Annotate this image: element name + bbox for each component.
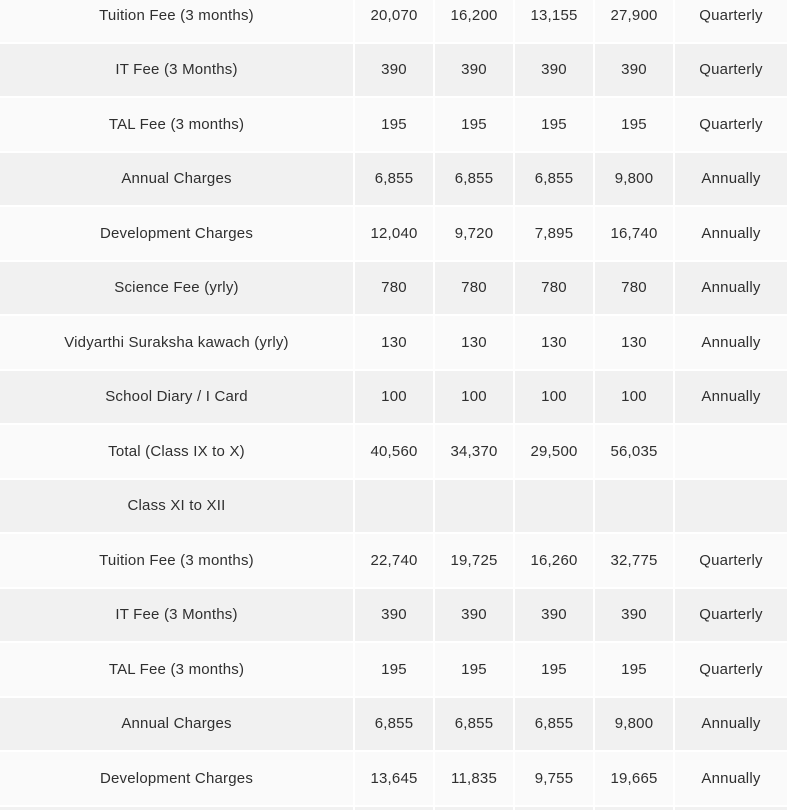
fee-value-cell-1: 20,070 — [355, 0, 435, 44]
fee-name-cell: School Diary / I Card — [0, 371, 355, 426]
fee-value-cell-1: 100 — [355, 371, 435, 426]
fee-value-cell-3: 29,500 — [515, 425, 595, 480]
fee-value-cell-1: 6,855 — [355, 698, 435, 753]
fee-value-cell-4: 32,775 — [595, 534, 675, 589]
fee-frequency-cell: Annually — [675, 153, 787, 208]
fee-value-cell-4: 390 — [595, 589, 675, 644]
fee-value-cell-2: 195 — [435, 98, 515, 153]
fee-value-cell-1: 390 — [355, 589, 435, 644]
fee-value-cell-4: 195 — [595, 98, 675, 153]
table-row — [0, 480, 787, 535]
fee-value-cell-2: 780 — [435, 262, 515, 317]
fee-value-cell-3: 6,855 — [515, 698, 595, 753]
fee-name-cell: Tuition Fee (3 months) — [0, 0, 355, 44]
table-row-partial — [0, 807, 787, 810]
fee-frequency-cell: Quarterly — [675, 0, 787, 44]
fee-name-cell: Annual Charges — [0, 698, 355, 753]
fee-value-cell-3: 100 — [515, 371, 595, 426]
fee-frequency-cell: Annually — [675, 207, 787, 262]
fee-frequency-cell — [675, 425, 787, 480]
fee-value-cell-2: 6,855 — [435, 153, 515, 208]
fee-value-cell-2 — [435, 480, 515, 535]
fee-value-cell-2: 9,720 — [435, 207, 515, 262]
fee-value-cell-2: 34,370 — [435, 425, 515, 480]
table-row — [0, 262, 787, 317]
table-row — [0, 589, 787, 644]
table-row — [0, 752, 787, 807]
fee-value-cell-1: 195 — [355, 98, 435, 153]
table-row — [0, 44, 787, 99]
fee-name-cell — [0, 807, 355, 810]
fee-value-cell-4: 19,665 — [595, 752, 675, 807]
fee-name-cell: IT Fee (3 Months) — [0, 589, 355, 644]
table-row — [0, 207, 787, 262]
fee-value-cell-1: 390 — [355, 44, 435, 99]
fee-value-cell-2: 130 — [435, 316, 515, 371]
fee-value-cell-1: 6,855 — [355, 153, 435, 208]
fee-value-cell-1: 195 — [355, 643, 435, 698]
fee-value-cell-3: 7,895 — [515, 207, 595, 262]
fee-value-cell-4 — [595, 807, 675, 810]
fee-value-cell-2: 100 — [435, 371, 515, 426]
fee-name-cell: TAL Fee (3 months) — [0, 98, 355, 153]
fee-frequency-cell: Annually — [675, 316, 787, 371]
fee-value-cell-4: 27,900 — [595, 0, 675, 44]
fee-frequency-cell: Quarterly — [675, 589, 787, 644]
fee-value-cell-3: 9,755 — [515, 752, 595, 807]
fee-value-cell-3 — [515, 480, 595, 535]
fee-frequency-cell: Quarterly — [675, 44, 787, 99]
fee-value-cell-3: 195 — [515, 643, 595, 698]
fee-value-cell-4: 16,740 — [595, 207, 675, 262]
fee-frequency-cell — [675, 480, 787, 535]
fee-value-cell-2 — [435, 807, 515, 810]
fee-value-cell-3: 13,155 — [515, 0, 595, 44]
fee-frequency-cell: Quarterly — [675, 98, 787, 153]
fee-value-cell-3: 16,260 — [515, 534, 595, 589]
fee-value-cell-4: 130 — [595, 316, 675, 371]
fee-value-cell-3: 390 — [515, 589, 595, 644]
fee-value-cell-4: 56,035 — [595, 425, 675, 480]
fee-value-cell-4: 100 — [595, 371, 675, 426]
fee-frequency-cell — [675, 807, 787, 810]
table-row — [0, 316, 787, 371]
fee-value-cell-2: 6,855 — [435, 698, 515, 753]
table-row — [0, 371, 787, 426]
fee-value-cell-2: 16,200 — [435, 0, 515, 44]
fee-frequency-cell: Quarterly — [675, 643, 787, 698]
fee-value-cell-4: 9,800 — [595, 698, 675, 753]
fee-name-cell: IT Fee (3 Months) — [0, 44, 355, 99]
fee-value-cell-4: 390 — [595, 44, 675, 99]
fee-name-cell: TAL Fee (3 months) — [0, 643, 355, 698]
fee-value-cell-2: 11,835 — [435, 752, 515, 807]
fee-name-cell: Class XI to XII — [0, 480, 355, 535]
fee-name-cell: Annual Charges — [0, 153, 355, 208]
fee-name-cell: Development Charges — [0, 752, 355, 807]
fee-value-cell-3: 6,855 — [515, 153, 595, 208]
fee-value-cell-3: 780 — [515, 262, 595, 317]
fee-value-cell-2: 390 — [435, 44, 515, 99]
fee-frequency-cell: Annually — [675, 371, 787, 426]
fee-value-cell-3: 130 — [515, 316, 595, 371]
fee-value-cell-1: 22,740 — [355, 534, 435, 589]
fee-value-cell-3 — [515, 807, 595, 810]
fee-name-cell: Total (Class IX to X) — [0, 425, 355, 480]
fee-frequency-cell: Quarterly — [675, 534, 787, 589]
table-row — [0, 425, 787, 480]
fee-value-cell-1: 130 — [355, 316, 435, 371]
fee-value-cell-4: 195 — [595, 643, 675, 698]
table-row — [0, 98, 787, 153]
fee-name-cell: Vidyarthi Suraksha kawach (yrly) — [0, 316, 355, 371]
fee-value-cell-1: 780 — [355, 262, 435, 317]
fee-value-cell-1 — [355, 807, 435, 810]
table-row — [0, 698, 787, 753]
fee-value-cell-1 — [355, 480, 435, 535]
fee-value-cell-1: 13,645 — [355, 752, 435, 807]
fee-frequency-cell: Annually — [675, 262, 787, 317]
fee-frequency-cell: Annually — [675, 752, 787, 807]
fee-value-cell-4 — [595, 480, 675, 535]
fee-value-cell-2: 195 — [435, 643, 515, 698]
fee-value-cell-2: 19,725 — [435, 534, 515, 589]
fee-frequency-cell: Annually — [675, 698, 787, 753]
fee-value-cell-2: 390 — [435, 589, 515, 644]
table-row — [0, 0, 787, 44]
table-row — [0, 534, 787, 589]
fee-value-cell-4: 780 — [595, 262, 675, 317]
table-row — [0, 643, 787, 698]
fee-value-cell-4: 9,800 — [595, 153, 675, 208]
fee-name-cell: Development Charges — [0, 207, 355, 262]
fee-value-cell-1: 12,040 — [355, 207, 435, 262]
fee-value-cell-1: 40,560 — [355, 425, 435, 480]
fee-name-cell: Tuition Fee (3 months) — [0, 534, 355, 589]
fee-value-cell-3: 390 — [515, 44, 595, 99]
fee-value-cell-3: 195 — [515, 98, 595, 153]
table-row — [0, 153, 787, 208]
fee-name-cell: Science Fee (yrly) — [0, 262, 355, 317]
